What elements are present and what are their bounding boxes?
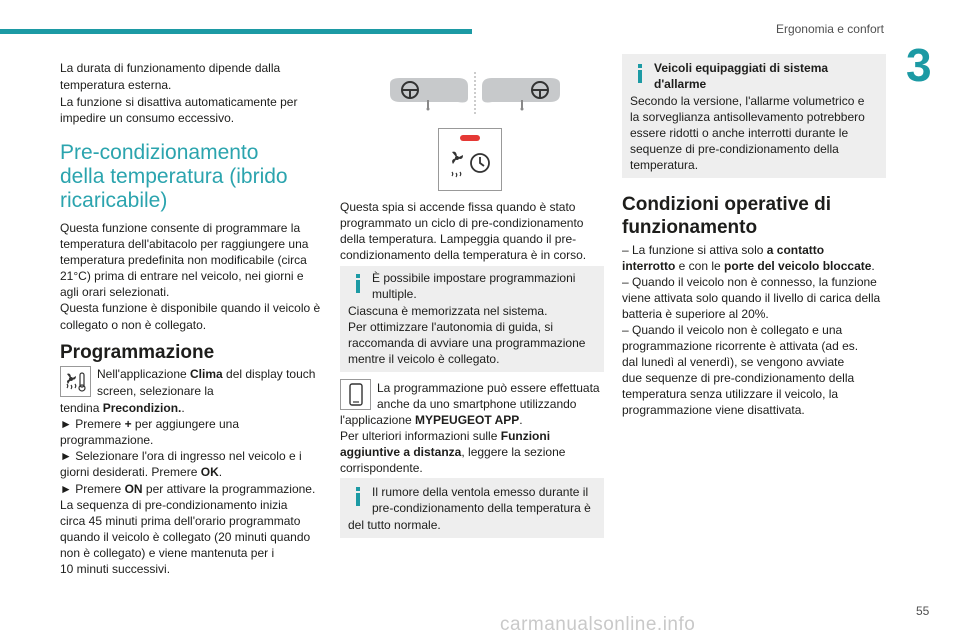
- info-icon: [356, 274, 360, 296]
- info-title-line: d'allarme: [654, 77, 707, 91]
- smartphone-icon: [340, 379, 371, 410]
- text-segment: .: [218, 465, 223, 479]
- watermark: carmanualsonline.info: [500, 614, 696, 635]
- preconditioning-lamp-icon: [438, 128, 502, 191]
- phone-line: anche da uno smartphone utilizzando: [377, 397, 577, 411]
- condition-line: temperatura senza utilizzare il veicolo, la: [622, 387, 839, 401]
- phone-line: [340, 428, 550, 445]
- sequence-line: 10 minuti successivi.: [60, 562, 171, 576]
- text-segment: l'applicazione: [340, 413, 416, 427]
- section-ref: aggiuntive a distanza: [340, 445, 462, 459]
- step-line: [60, 464, 222, 481]
- info-box-fan-noise: [340, 478, 604, 538]
- emphasis: porte del veicolo bloccate: [724, 259, 872, 273]
- app-name: MYPEUGEOT APP: [415, 413, 520, 427]
- phone-line: [340, 444, 565, 461]
- section-title: Ergonomia e confort: [775, 22, 884, 36]
- info-icon: [638, 64, 642, 86]
- condition-line: [622, 242, 824, 259]
- info-line: raccomanda di avviare una programmazione: [348, 336, 586, 350]
- prog-line-b: screen, selezionare la: [97, 384, 214, 398]
- text-segment: Per ulteriori informazioni sulle: [340, 429, 501, 443]
- info-line: mentre il veicolo è collegato.: [348, 352, 500, 366]
- lamp-line: della temperatura. Lampeggia quando il pre-: [340, 232, 577, 246]
- sequence-line: La sequenza di pre-condizionamento inizia: [60, 498, 288, 512]
- conditions-heading-line: Condizioni operative di: [622, 194, 832, 215]
- key-label: ON: [124, 482, 143, 496]
- page-number: 55: [916, 604, 930, 618]
- prog-line-c: [60, 400, 185, 417]
- text-segment: tendina: [60, 401, 103, 415]
- info-line: Per ottimizzare l'autonomia di guida, si: [348, 320, 554, 334]
- lamp-line: programmato un ciclo di pre-condizionamento: [340, 216, 584, 230]
- info-line: sequenze di pre-condizionamento della: [630, 142, 839, 156]
- text-segment: .: [871, 259, 875, 273]
- condition-line: batteria è superiore al 20%.: [622, 307, 769, 321]
- description-line: Questa funzione è disponibile quando il veicolo è: [60, 301, 321, 315]
- text-segment: del display touch: [222, 367, 316, 381]
- phone-line: [340, 412, 523, 429]
- step-line: programmazione.: [60, 433, 154, 447]
- text-segment: per aggiungere una: [131, 417, 239, 431]
- info-line: multiple.: [372, 287, 417, 301]
- phone-line: La programmazione può essere effettuata: [377, 381, 600, 395]
- conditions-heading-line: funzionamento: [622, 217, 758, 238]
- prog-line-a: [97, 366, 315, 383]
- header-accent-bar: [0, 29, 472, 34]
- text-segment: giorni desiderati. Premere: [60, 465, 201, 479]
- phone-line: corrispondente.: [340, 461, 423, 475]
- condition-line: – Quando il veicolo non è connesso, la funzione: [622, 275, 877, 289]
- app-name: Clima: [190, 367, 223, 381]
- chapter-number: 3: [906, 39, 932, 91]
- info-line: del tutto normale.: [348, 518, 441, 532]
- climate-app-icon: [60, 366, 91, 397]
- emphasis: a contatto: [766, 243, 825, 257]
- condition-line: viene attivata solo quando il livello di carica della: [622, 291, 881, 305]
- description-line: temperatura predefinita non modificabile (circa: [60, 253, 307, 267]
- info-title-line: Veicoli equipaggiati di sistema: [654, 61, 829, 75]
- programming-heading: Programmazione: [60, 342, 215, 363]
- step-line: [60, 481, 315, 498]
- description-line: 21°C) prima di entrare nel veicolo, nei giorni e: [60, 269, 304, 283]
- info-box-alarm: [622, 54, 886, 178]
- section-ref: Funzioni: [500, 429, 551, 443]
- condition-line: [622, 258, 875, 275]
- key-label: +: [124, 417, 132, 431]
- info-box-multiple-programs: [340, 266, 604, 372]
- description-line: collegato o non è collegato.: [60, 318, 207, 332]
- step-line: [60, 416, 239, 433]
- condition-line: due sequenze di pre-condizionamento della: [622, 371, 855, 385]
- tab-name: Precondizion.: [102, 401, 182, 415]
- sequence-line: non è collegato) e viene mantenuta per i: [60, 546, 275, 560]
- info-line: Ciascuna è memorizzata nel sistema.: [348, 304, 548, 318]
- step-line: ► Selezionare l'ora di ingresso nel veicolo e i: [60, 449, 302, 463]
- intro-line: temperatura esterna.: [60, 78, 172, 92]
- condition-line: – Quando il veicolo non è collegato e una: [622, 323, 843, 337]
- text-segment: .: [181, 401, 185, 415]
- info-line: Secondo la versione, l'allarme volumetrico e: [630, 94, 865, 108]
- section-heading-line: ricaricabile): [60, 189, 168, 212]
- text-segment: per attivare la programmazione.: [142, 482, 316, 496]
- intro-line: La funzione si disattiva automaticamente per: [60, 95, 298, 109]
- lamp-line: Questa spia si accende fissa quando è stato: [340, 200, 576, 214]
- info-line: essere ridotti o anche interrotti durante le: [630, 126, 849, 140]
- condition-line: dal lunedì al venerdì), se vengono avviate: [622, 355, 845, 369]
- section-heading-line: della temperatura (ibrido: [60, 165, 288, 188]
- lamp-line: condizionamento della temperatura è in corso.: [340, 248, 587, 262]
- sequence-line: circa 45 minuti prima dell'orario programmato: [60, 514, 301, 528]
- intro-line: La durata di funzionamento dipende dalla: [60, 61, 281, 75]
- condition-line: programmazione viene disattivata.: [622, 403, 805, 417]
- description-line: Questa funzione consente di programmare la: [60, 221, 301, 235]
- key-label: OK: [200, 465, 219, 479]
- steering-wheel-diagram-icon: [380, 72, 570, 118]
- text-segment: .: [519, 413, 523, 427]
- text-segment: e con le: [675, 259, 725, 273]
- info-line: pre-condizionamento della temperatura è: [372, 501, 591, 515]
- info-line: temperatura.: [630, 158, 699, 172]
- info-line: È possibile impostare programmazioni: [372, 271, 576, 285]
- text-segment: , leggere la sezione: [461, 445, 566, 459]
- emphasis: interrotto: [622, 259, 676, 273]
- info-line: la sorveglianza antisollevamento potrebbero: [630, 110, 865, 124]
- section-heading-line: Pre-condizionamento: [60, 141, 259, 164]
- text-segment: Nell'applicazione: [97, 367, 191, 381]
- condition-line: programmazione ricorrente è attivata (ad es.: [622, 339, 859, 353]
- description-line: temperatura dell'abitacolo per raggiungere una: [60, 237, 309, 251]
- text-segment: – La funzione si attiva solo: [622, 243, 767, 257]
- description-line: agli orari selezionati.: [60, 285, 170, 299]
- text-segment: ► Premere: [60, 417, 125, 431]
- info-icon: [356, 487, 360, 509]
- sequence-line: quando il veicolo è collegato (20 minuti quando: [60, 530, 311, 544]
- intro-line: impedire un consumo eccessivo.: [60, 111, 235, 125]
- text-segment: ► Premere: [60, 482, 125, 496]
- info-line: Il rumore della ventola emesso durante il: [372, 485, 589, 499]
